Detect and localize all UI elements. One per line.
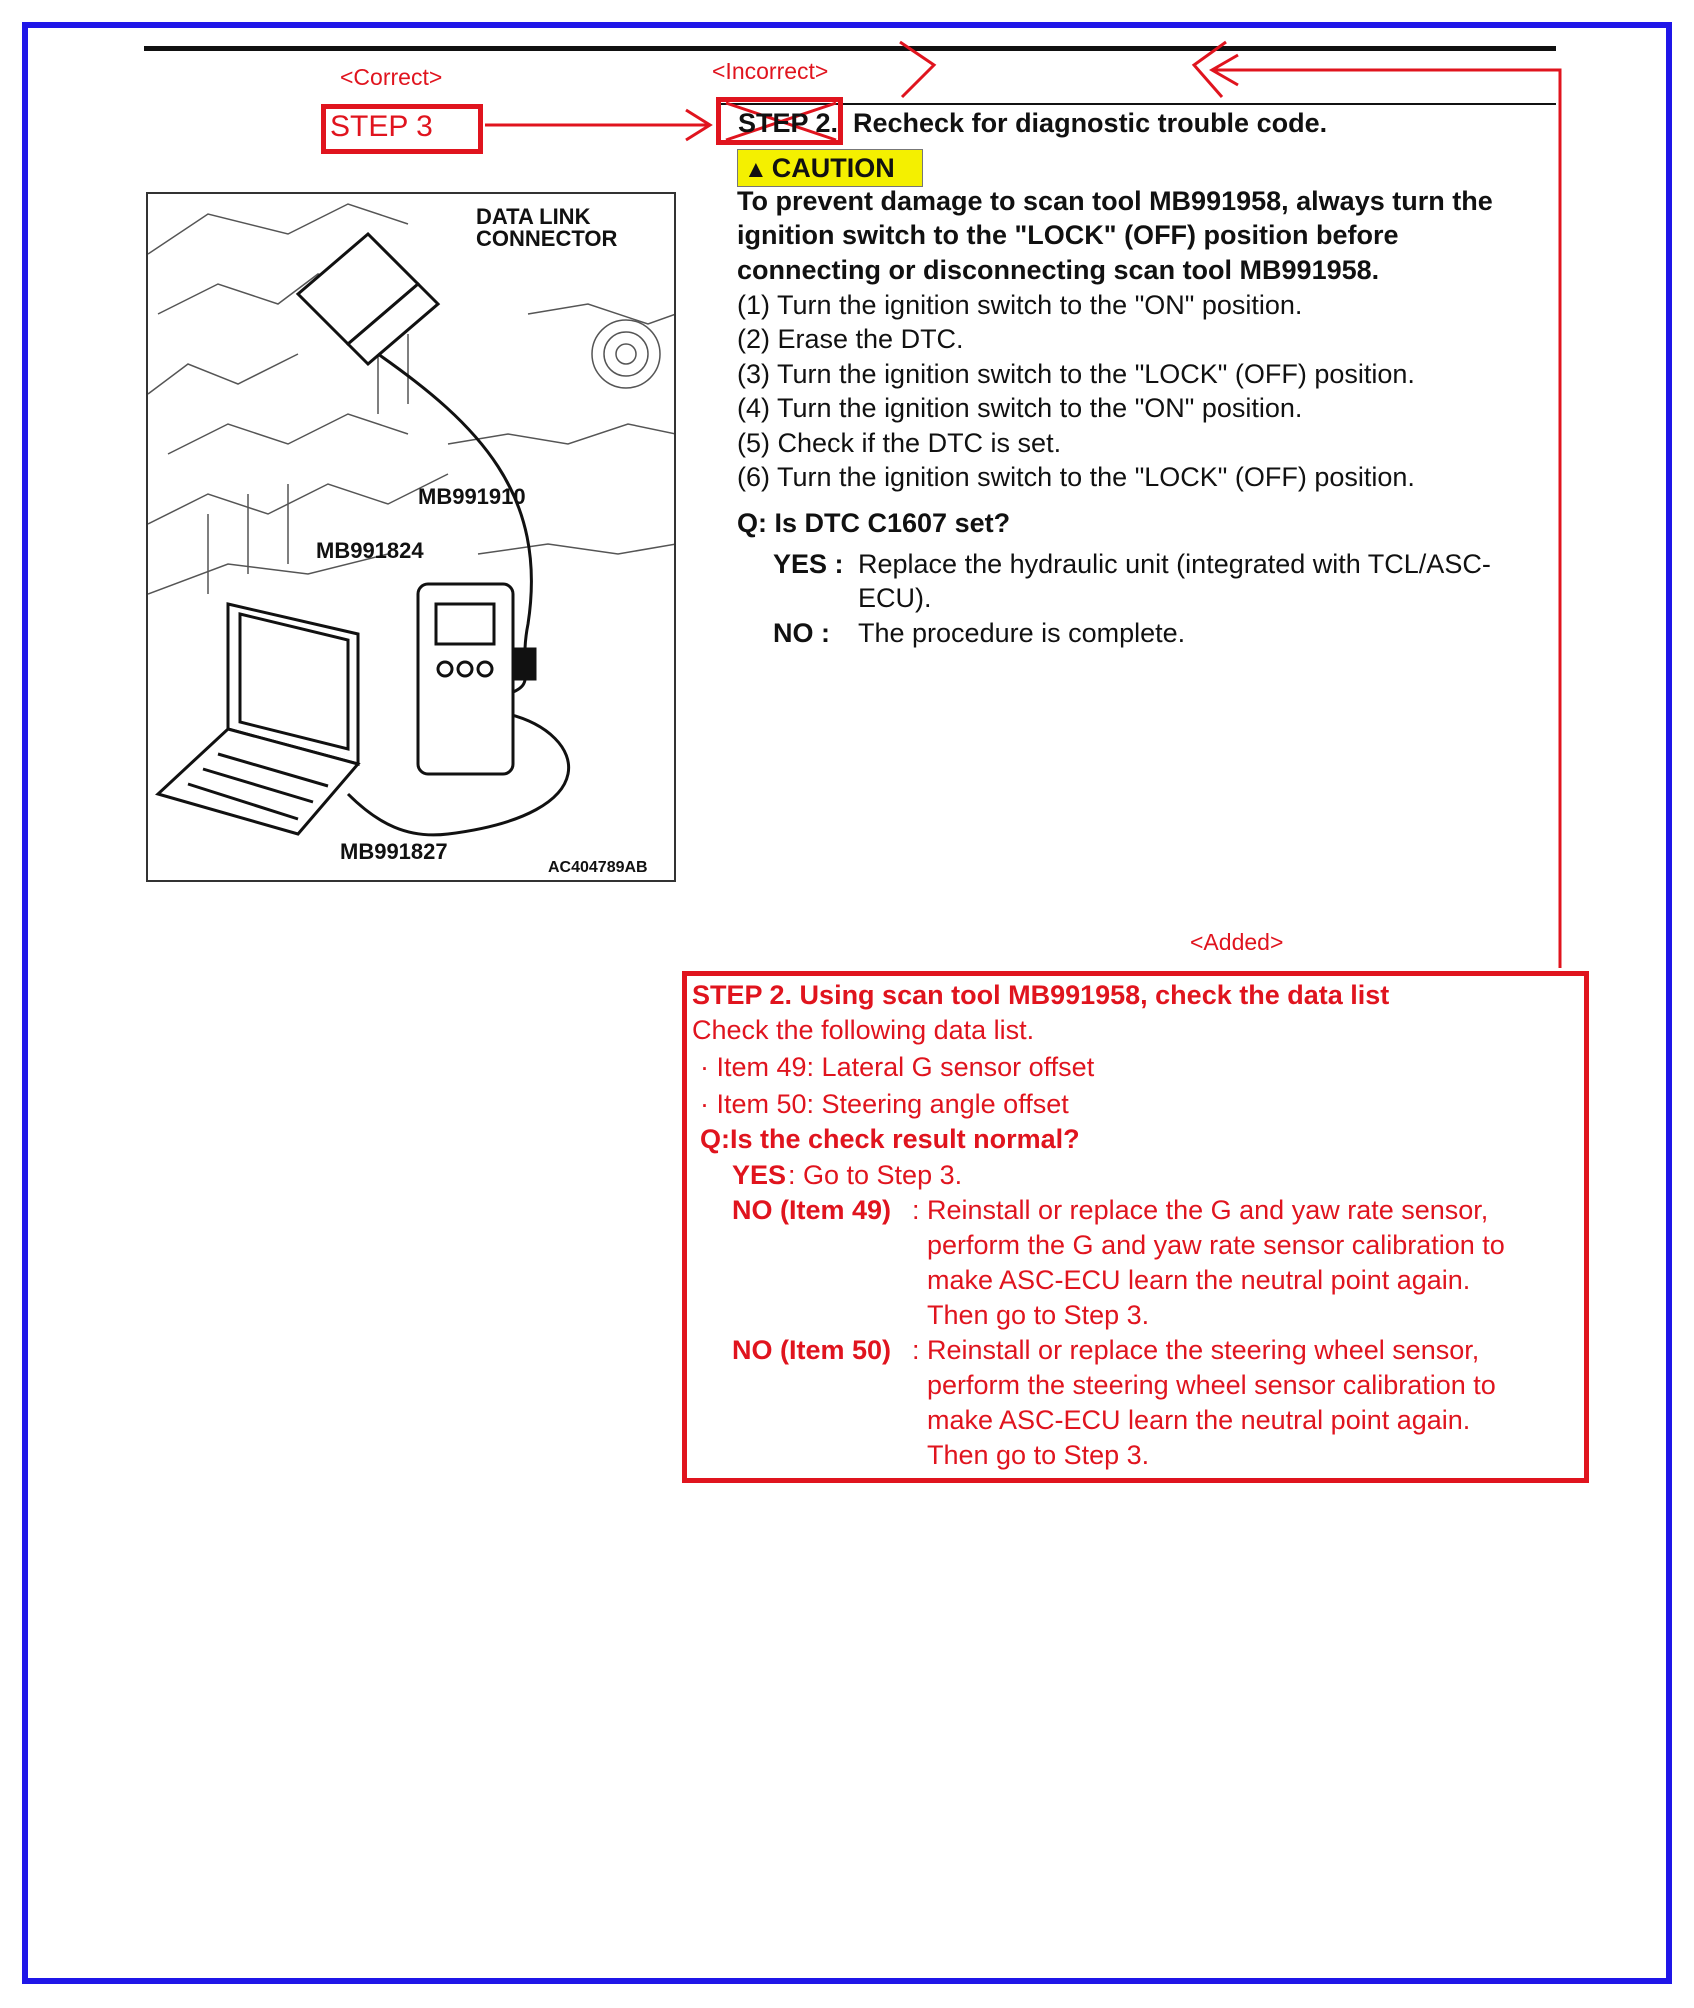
added-no49-line-4: Then go to Step 3.	[927, 1300, 1150, 1330]
no-text: The procedure is complete.	[858, 618, 1186, 648]
question-text: Q: Is DTC C1607 set?	[737, 508, 1011, 538]
no-label: NO :	[773, 618, 830, 648]
added-question: Q:Is the check result normal?	[700, 1124, 1080, 1154]
scan-tool-mb991824	[418, 584, 535, 774]
added-no50-line-3: make ASC-ECU learn the neutral point again.	[927, 1405, 1471, 1435]
added-no49-line-3: make ASC-ECU learn the neutral point again.	[927, 1265, 1471, 1295]
yes-text-1: Replace the hydraulic unit (integrated with TCL/ASC-	[858, 549, 1491, 579]
procedure-step-2: (2) Erase the DTC.	[737, 324, 964, 354]
added-title: STEP 2. Using scan tool MB991958, check the data list	[692, 980, 1390, 1010]
caution-line-3: connecting or disconnecting scan tool MB991958.	[737, 255, 1380, 285]
added-no50-line-1: : Reinstall or replace the steering wheel sensor,	[912, 1335, 1480, 1365]
step2-number: STEP 2.	[738, 108, 839, 138]
data-link-plug	[298, 234, 438, 364]
added-yes-text: : Go to Step 3.	[788, 1160, 963, 1190]
procedure-step-4: (4) Turn the ignition switch to the "ON" position.	[737, 393, 1303, 423]
added-item-49-text: Item 49: Lateral G sensor offset	[716, 1052, 1095, 1082]
added-no50-line-2: perform the steering wheel sensor calibration to	[927, 1370, 1496, 1400]
added-yes-label: YES	[732, 1160, 787, 1190]
mb991827-label: MB991827	[340, 839, 448, 864]
added-item-50: · Item 50: Steering angle offset	[700, 1089, 1069, 1119]
yes-label: YES :	[773, 549, 844, 579]
added-item-50-text: Item 50: Steering angle offset	[716, 1089, 1069, 1119]
laptop-mb991827	[158, 604, 358, 834]
correct-step-label: STEP 3	[330, 110, 433, 143]
mb991824-label: MB991824	[316, 538, 424, 563]
data-link-label-1: DATA LINK	[476, 204, 591, 229]
incorrect-annotation: <Incorrect>	[712, 58, 829, 84]
procedure-step-6: (6) Turn the ignition switch to the "LOCK" (OFF) position.	[737, 462, 1415, 492]
added-intro: Check the following data list.	[692, 1015, 1035, 1045]
figure-code: AC404789AB	[548, 859, 648, 876]
added-no49-line-2: perform the G and yaw rate sensor calibration to	[927, 1230, 1505, 1260]
warning-icon: ▲	[744, 156, 768, 183]
connection-illustration	[146, 192, 676, 882]
correct-annotation: <Correct>	[340, 64, 443, 90]
procedure-step-1: (1) Turn the ignition switch to the "ON" position.	[737, 290, 1303, 320]
caution-line-1: To prevent damage to scan tool MB991958, always turn the	[737, 186, 1493, 216]
top-rule	[144, 46, 1556, 51]
added-no49-line-1: : Reinstall or replace the G and yaw rate sensor,	[912, 1195, 1489, 1225]
procedure-step-3: (3) Turn the ignition switch to the "LOCK" (OFF) position.	[737, 359, 1415, 389]
yes-text-2: ECU).	[858, 583, 932, 613]
caution-line-2: ignition switch to the "LOCK" (OFF) position before	[737, 220, 1399, 250]
step2-title: Recheck for diagnostic trouble code.	[853, 108, 1328, 138]
added-no50-label: NO (Item 50)	[732, 1335, 892, 1365]
dashboard-sketch	[148, 204, 676, 594]
added-annotation: <Added>	[1190, 929, 1284, 955]
added-no50-line-4: Then go to Step 3.	[927, 1440, 1150, 1470]
added-item-49: · Item 49: Lateral G sensor offset	[700, 1052, 1095, 1082]
caution-label: CAUTION	[771, 153, 895, 183]
mb991910-label: MB991910	[418, 484, 526, 509]
data-link-label-2: CONNECTOR	[476, 226, 618, 251]
section-rule	[720, 103, 1556, 105]
caution-badge	[737, 149, 923, 187]
added-no49-label: NO (Item 49)	[732, 1195, 892, 1225]
procedure-step-5: (5) Check if the DTC is set.	[737, 428, 1062, 458]
